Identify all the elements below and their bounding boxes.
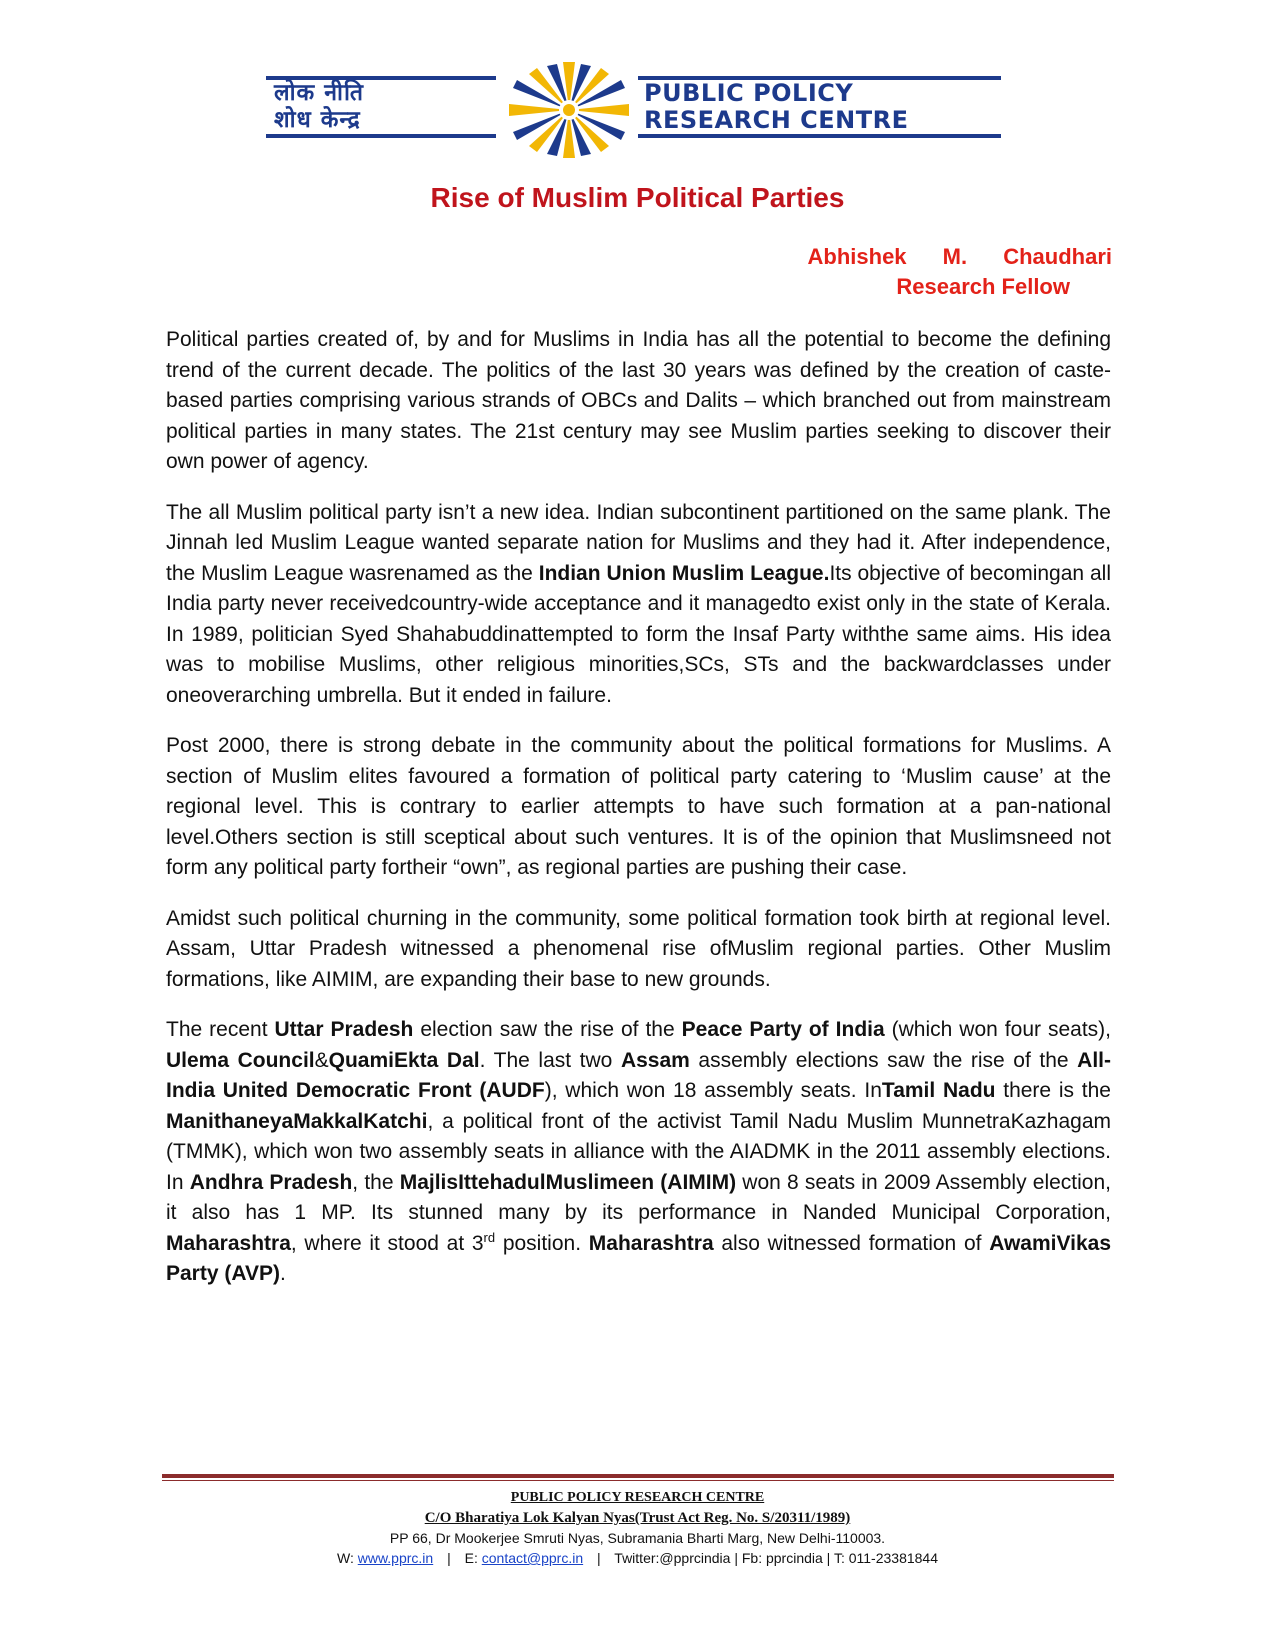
paragraph-3: Post 2000, there is strong debate in the community about the political formations for Muslims. A section of Muslim elites favoured a formation of political party catering to ‘Muslim cause’ at the regional level. This is contrary to earlier attempts to have such formation at a pan-national level.Others section is still sceptical about such ventures. It is of the opinion that Muslimsneed not form any political party fortheir “own”, as regional parties are pushing their case. <box>166 734 1111 879</box>
p5-b11: Maharashtra <box>166 1231 291 1255</box>
p5-t9: , a political front of the activist Tamil Nadu Muslim MunnetraKazhagam (TMMK), which won two assembly seats in alliance with the AIADMK in the 2011 assembly elections. In <box>166 1109 1111 1194</box>
p5-t10: , the <box>352 1170 400 1194</box>
pprc-logo <box>266 60 1001 160</box>
author-block <box>808 242 1112 302</box>
p5-b9: Andhra Pradesh <box>189 1170 353 1194</box>
footer-email-label: E: <box>464 1550 482 1566</box>
p5-b2: Peace Party of India <box>681 1018 885 1041</box>
p5-t8: there is the <box>995 1079 1111 1102</box>
p5-t7: ), which won 18 assembly seats. In <box>544 1079 882 1102</box>
p5-t13: position. <box>495 1231 589 1255</box>
article-title: Rise of Muslim Political Parties <box>430 182 845 213</box>
article-body <box>166 325 1111 1310</box>
author-role: Research Fellow <box>896 274 1070 299</box>
p5-t15: . <box>279 1262 286 1285</box>
footer-org: PUBLIC POLICY RESEARCH CENTRE <box>510 1490 765 1505</box>
p2-text-c: Its objective of becomingan all India party never receivedcountry-wide acceptance and it managedto exist only in the state of Kerala. In 1989, politician Syed Shahabuddinattempted to form the Insaf Party withthe same aims. His idea was to mobilise Muslims, other religious minorities,SCs, STs and the backwardclasses under oneoverarching umbrella. But it ended in failure. <box>166 561 1112 707</box>
p5-t6: assembly elections saw the rise of the <box>689 1048 1078 1072</box>
footer-contacts <box>0 1548 1275 1568</box>
author-name: Abhishek M. Chaudhari <box>807 244 1112 269</box>
p5-b1: Uttar Pradesh <box>274 1018 414 1041</box>
p5-b7: Tamil Nadu <box>881 1079 996 1102</box>
paragraph-1: Political parties created of, by and for Muslims in India has all the potential to become the defining trend of the current decade. The politics of the last 30 years was defined by the creation of caste-based parties comprising various strands of OBCs and Dalits – which branched out from mainstream political parties in many states. The 21st century may see Muslim parties seeking to discover their own power of agency. <box>166 328 1111 473</box>
p5-t11: won 8 seats in 2009 Assembly election, it also has 1 MP. Its stunned many by its performance in Nanded Municipal Corporation, <box>166 1170 1111 1224</box>
p5-b5: Assam <box>620 1048 690 1072</box>
p5-t12: , where it stood at 3 <box>290 1231 484 1255</box>
logo-english-line-2: RESEARCH CENTRE <box>644 106 909 134</box>
logo-english-line-1: PUBLIC POLICY <box>644 79 854 107</box>
p5-t3: (which won four seats), <box>884 1018 1111 1041</box>
p5-sup: rd <box>483 1229 496 1245</box>
footer-sep-1: | <box>447 1550 451 1566</box>
footer-trust: C/O Bharatiya Lok Kalyan Nyas(Trust Act Reg. No. S/20311/1989) <box>424 1510 851 1526</box>
paragraph-5 <box>166 1015 1111 1290</box>
p5-t2: election saw the rise of the <box>413 1018 682 1041</box>
footer <box>0 1488 1275 1568</box>
p5-b13: AwamiVikas Party (AVP) <box>166 1231 1111 1285</box>
p5-b12: Maharashtra <box>588 1231 714 1255</box>
footer-divider-thin <box>162 1480 1114 1481</box>
paragraph-4: Amidst such political churning in the community, some political formation took birth at regional level. Assam, Uttar Pradesh witnessed a phenomenal rise ofMuslim regional parties. Other Muslim formations, like AIMIM, are expanding their base to new grounds. <box>166 906 1111 991</box>
website-link[interactable]: www.pprc.in <box>357 1550 434 1566</box>
p5-b3: Ulema Council <box>166 1048 315 1072</box>
logo-hindi-text <box>266 76 496 138</box>
p2-text-a: The all Muslim political party isn’t a new idea. Indian subcontinent partitioned on the same plank. The Jinnah led Muslim League wanted separate nation for Muslims and they had it. After independence, the Muslim League wasrenamed as the <box>166 500 1111 585</box>
p5-t5: . The last two <box>479 1048 621 1072</box>
footer-divider <box>162 1474 1114 1478</box>
footer-social: Twitter:@pprcindia | Fb: pprcindia | T: 011-23381844 <box>614 1550 938 1566</box>
p5-t14: also witnessed formation of <box>713 1231 990 1255</box>
logo-english-text <box>638 76 1001 138</box>
footer-sep-2: | <box>597 1550 601 1566</box>
email-link[interactable]: contact@pprc.in <box>481 1550 584 1566</box>
p2-bold-iuml: Indian Union Muslim League. <box>538 561 830 585</box>
logo-hindi-line-2: शोध केन्द्र <box>274 107 361 133</box>
p5-b8: ManithaneyaMakkalKatchi <box>166 1109 428 1133</box>
footer-web-label: W: <box>336 1550 358 1566</box>
p5-b4: QuamiEkta Dal <box>328 1048 480 1072</box>
paragraph-2 <box>166 498 1111 712</box>
p5-t1: The recent <box>166 1018 275 1041</box>
p5-t4: & <box>314 1048 329 1072</box>
sunburst-emblem-icon <box>494 60 644 160</box>
p5-b6: All-India United Democratic Front (AUDF <box>166 1048 1111 1102</box>
footer-address: PP 66, Dr Mookerjee Smruti Nyas, Subramania Bharti Marg, New Delhi-110003. <box>389 1530 886 1546</box>
p5-b10: MajlisIttehadulMuslimeen (AIMIM) <box>399 1170 737 1194</box>
logo-hindi-line-1: लोक नीति <box>274 80 365 106</box>
